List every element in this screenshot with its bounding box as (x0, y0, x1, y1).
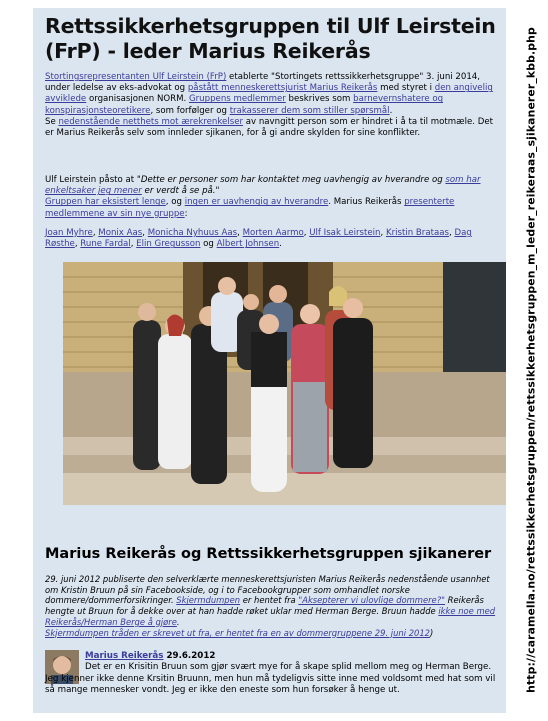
link-skjermdumpen-traaden[interactable]: Skjermdumpen tråden er skrevet ut fra, er hentet fra en av dommergruppene 29. juni 2012 (45, 627, 431, 638)
side-url: http://caramella.no/rettssikkerhetsgruppen/rettssikkerhetsgruppen_m_leder_reikeraas_sjikanerer_kbb.php (524, 27, 538, 693)
comment (45, 651, 497, 697)
link-presenterte[interactable]: presenterte medlemmene av sin nye gruppe (45, 197, 455, 219)
link-medlemmer[interactable]: Gruppens medlemmer (188, 94, 286, 105)
intro-paragraph: Stortingsrepresentanten Ulf Leirstein (FrP) etablerte "Stortingets rettssikkerhetsgruppe" 3. juni 2014, under ledelse av eks-advokat og påstått menneskerettsjurist Marius Reikerås med styret i den angivelig avviklede organisasjonen NORM. Gruppens medlemmer beskrives som barnevernshatere og konspirasjonsteoretikere, som forfølger og trakasserer dem som stiller spørsmål. Se nedenstående netthets mot ærekrenkelser av navngitt person som er hindret i å ta til motmæle. Det er Marius Reikerås selv som innleder sjikanen, for å gi andre skylden for sine konflikter. (45, 72, 494, 139)
member-link[interactable]: Monicha Nyhuus Aas (147, 228, 238, 238)
link-aksepterer[interactable]: "Aksepterer vi ulovlige dommere?" (298, 595, 446, 606)
section-title: Marius Reikerås og Rettssikkerhetsgruppen sjikanerer (45, 546, 492, 562)
quote-block: 29. juni 2012 publiserte den selverklærte menneskerettsjuristen Marius Reikerås nedenstående usannhet om Kristin Bruun på sin Facebookside, og i to Facebookgrupper som omhandlet norske dommere/dommerforsikringer. Skjermdumpen er hentet fra "Aksepterer vi ulovlige dommere?" Reikerås hengte ut Bruun for å dekke over at han hadde røket uklar med Herman Berge. Bruun hadde ikke noe med Reikerås/Herman Berge å gjøre. Skjermdumpen tråden er skrevet ut fra, er hentet fra en av dommergruppene 29. juni 2012) (45, 574, 496, 638)
link-leirstein[interactable]: Stortingsrepresentanten Ulf Leirstein (FrP) (45, 72, 227, 82)
link-eksistert[interactable]: Gruppen har eksistert lenge (45, 197, 166, 208)
member-link[interactable]: Albert Johnsen (216, 239, 280, 250)
link-reikeras[interactable]: påstått menneskerettsjurist Marius Reikerås (187, 83, 378, 94)
page-title: Rettssikkerhetsgruppen til Ulf Leirstein (FrP) - leder Marius Reikerås (45, 14, 496, 63)
member-link[interactable]: Dag Røsthe (45, 228, 472, 250)
link-netthets[interactable]: nedenstående netthets mot ærekrenkelser (58, 116, 244, 127)
member-link[interactable]: Morten Aarmo (242, 228, 304, 238)
link-barnevernshatere[interactable]: barnevernshatere og konspirasjonsteoretikere (45, 94, 444, 116)
comment-author-link[interactable]: Marius Reikerås (85, 651, 164, 661)
members-list: Joan Myhre, Monix Aas, Monicha Nyhuus Aas, Morten Aarmo, Ulf Isak Leirstein, Kristin Brataas, Dag Røsthe, Rune Fardal, Elin Gregusson og Albert Johnsen. (45, 228, 472, 250)
document-page (33, 8, 506, 713)
member-link[interactable]: Kristin Brataas (385, 228, 449, 238)
leirstein-paragraph: Ulf Leirstein påsto at "Dette er personer som har kontaktet meg uavhengig av hverandre og som har enkeltsaker jeg mener er verdt å se på." Gruppen har eksistert lenge, og ingen er uavhengig av hverandre. Marius Reikerås presenterte medlemmene av sin nye gruppe: (45, 175, 481, 219)
comment-date: 29.6.2012 (163, 651, 216, 661)
link-enkeltsaker[interactable]: som har enkeltsaker jeg mener (45, 175, 481, 197)
member-link[interactable]: Monix Aas (98, 228, 143, 238)
link-avviklede[interactable]: den angivelig avviklede (45, 83, 493, 105)
link-trakasserer[interactable]: trakasserer dem som stiller spørsmål (229, 105, 390, 116)
member-link[interactable]: Elin Gregusson (136, 239, 201, 250)
member-link[interactable]: Rune Fardal (80, 239, 131, 250)
member-link[interactable]: Joan Myhre (45, 228, 93, 238)
group-photo (63, 262, 506, 505)
link-skjermdumpen[interactable]: Skjermdumpen (176, 595, 241, 606)
link-ikke-noe[interactable]: ikke noe med Reikerås/Herman Berge å gjøre (45, 606, 496, 627)
link-uavhengig[interactable]: ingen er uavhengig av hverandre (184, 197, 329, 208)
member-link[interactable]: Ulf Isak Leirstein (309, 228, 381, 238)
comment-text: Det er en Krisitin Bruun som gjør svært mye for å skape splid mellom meg og Herman Berge. Jeg kjenner ikke denne Krsitin Bruunn, men hun må tydeligvis sitte inne med voldsomt med hat som vil så mange mennesker vondt. Jeg er ikke den eneste som hun forsøker å henge ut. (45, 662, 496, 696)
